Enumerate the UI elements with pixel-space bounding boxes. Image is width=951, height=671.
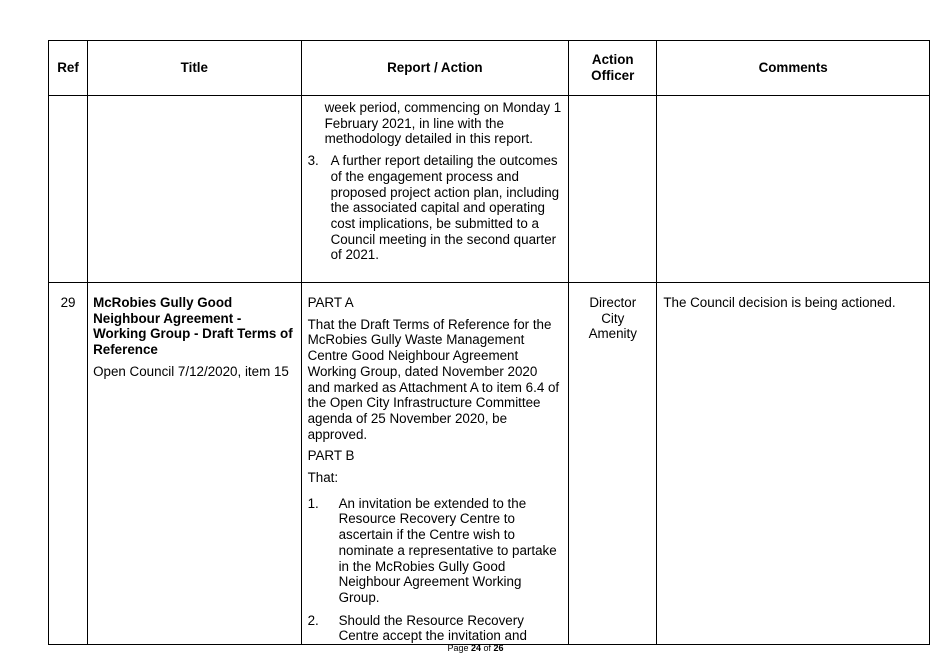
- part-b-item-2-text: Should the Resource Recovery Centre accept the invitation and: [338, 612, 527, 644]
- row-29-ref: 29: [49, 283, 88, 645]
- continued-comments-cell: [657, 96, 930, 283]
- part-b-item-2-number: 2.: [307, 612, 319, 628]
- row-29-comment: The Council decision is being actioned.: [657, 283, 930, 645]
- row-29-title-cell: [88, 283, 301, 645]
- officer-line3: Amenity: [588, 326, 637, 342]
- header-ref: Ref: [49, 41, 88, 96]
- header-report-action: Report / Action: [301, 41, 569, 96]
- part-b-heading: PART B: [307, 448, 355, 464]
- table-row-continued: [49, 96, 930, 283]
- table-header-row: [49, 41, 930, 96]
- part-b-item-1-number: 1.: [307, 495, 319, 511]
- footer-current-page: 24: [470, 643, 481, 653]
- officer-line2: City: [601, 310, 625, 326]
- header-action-officer-line1: Action: [591, 52, 634, 68]
- footer-of-label: of: [483, 643, 492, 653]
- footer-total-pages: 26: [493, 643, 504, 653]
- table-row-29: [49, 283, 930, 645]
- row-29-source: Open Council 7/12/2020, item 15: [93, 363, 289, 379]
- item-3-text: A further report detailing the outcomes of the engagement process and proposed project action plan, including the associated capital and operating cost implications, be submitted to a Council meeting in the second quarter of 2021.: [330, 153, 560, 263]
- list-item: [308, 613, 563, 644]
- header-comments: Comments: [657, 41, 930, 96]
- footer-page-label: Page: [447, 643, 469, 653]
- list-item-3: [308, 153, 563, 263]
- list-item: [308, 496, 563, 606]
- header-action-officer: [569, 41, 657, 96]
- officer-line1: Director: [589, 295, 637, 310]
- row-29-report-cell: [301, 283, 569, 645]
- continued-officer-cell: [569, 96, 657, 283]
- part-b-item-1-text: An invitation be extended to the Resource Recovery Centre to ascertain if the Centre wish to nominate a representative to partake in the McRobies Gully Good Neighbour Agreement Working Group.: [338, 495, 557, 605]
- part-b-intro: That:: [307, 470, 339, 486]
- item-2-continuation-text: week period, commencing on Monday 1 February 2021, in line with the methodology detailed in this report.: [324, 100, 562, 147]
- page-footer: [0, 643, 951, 654]
- header-action-officer-line2: Officer: [591, 68, 635, 83]
- continued-title-cell: [88, 96, 301, 283]
- row-29-officer-cell: [569, 283, 657, 645]
- part-a-heading: PART A: [307, 295, 354, 310]
- continued-report-cell: [301, 96, 569, 283]
- action-table: [48, 40, 930, 645]
- item-3-number: 3.: [307, 153, 319, 169]
- list-item-continuation: [308, 100, 563, 147]
- row-29-title: McRobies Gully Good Neighbour Agreement - Working Group - Draft Terms of Reference: [93, 295, 293, 358]
- continued-ref-cell: [49, 96, 88, 283]
- header-title: Title: [88, 41, 301, 96]
- part-a-text: That the Draft Terms of Reference for the McRobies Gully Waste Management Centre Good Neighbour Agreement Working Group, dated November 2020 and marked as Attachment A to item 6.4 of the Open City Infrastructure Committee agenda of 25 November 2020, be approved.: [307, 316, 560, 442]
